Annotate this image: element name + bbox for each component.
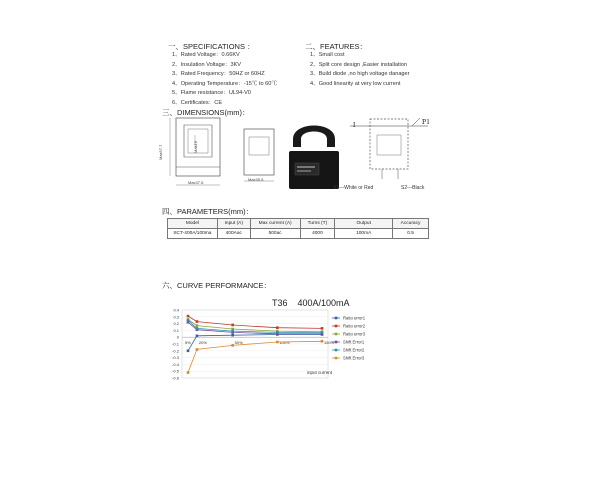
features-list: [310, 51, 410, 89]
legend-marker: [335, 333, 338, 336]
data-point: [231, 344, 234, 347]
s2-label: S2---Black: [401, 185, 425, 191]
table-cell: 100mA: [335, 229, 393, 239]
spec-item: 5、Flame resistance：UL94-V0: [172, 90, 251, 97]
y-tick-label: -0.6: [172, 375, 179, 381]
legend-marker: [335, 317, 338, 320]
s1-label: S1---White or Red: [333, 185, 374, 191]
data-point: [196, 324, 199, 327]
legend-marker: [335, 357, 338, 360]
y-tick-label: 0.4: [173, 307, 179, 313]
table-cell: SCT-400A/100ma: [168, 229, 218, 239]
data-point: [321, 340, 324, 343]
column-header: Input (A): [217, 219, 250, 229]
x-axis-label: input current: [307, 370, 333, 375]
column-header: Model: [168, 219, 218, 229]
column-header: Turns (T): [300, 219, 335, 229]
specifications-list: [172, 51, 277, 109]
curve-heading: 六、CURVE PERFORMANCE：: [162, 281, 272, 290]
wire-p1-label: P1: [422, 117, 430, 126]
parameters-heading: 四、PARAMETERS(mm)：: [162, 207, 254, 216]
y-tick-label: 0.2: [173, 321, 179, 327]
data-point: [187, 319, 190, 322]
data-point: [321, 331, 324, 334]
features-heading: 二、FEATURES：: [305, 42, 367, 51]
y-tick-label: -0.5: [172, 368, 179, 374]
specifications-heading: 一、SPECIFICATIONS ：: [168, 42, 255, 51]
spec-item: 2、Insulation Voltage：3KV: [172, 61, 242, 68]
data-point: [231, 334, 234, 337]
x-annotation: 5%: [185, 340, 191, 346]
legend-entry: Shift Error2: [343, 347, 365, 353]
spec-item: 1、Rated Voltage：0.66KV: [172, 52, 240, 58]
y-tick-label: 0.1: [173, 327, 179, 333]
inner-dimension-label: Max16: [193, 140, 198, 153]
data-point: [276, 331, 279, 334]
legend-marker: [335, 349, 338, 352]
legend-entry: Ratio error2: [343, 323, 366, 329]
table-cell: 4000: [300, 229, 335, 239]
data-point: [187, 371, 190, 374]
table-cell: 0.5: [393, 229, 429, 239]
data-point: [276, 341, 279, 344]
x-annotation: 150%: [324, 340, 335, 346]
spec-item: 4、Operating Temperature：-15℃ to 60℃: [172, 80, 277, 87]
column-header: Max current (A): [250, 219, 300, 229]
y-tick-label: -0.4: [172, 361, 179, 367]
legend-marker: [335, 325, 338, 328]
table-header-row: [168, 219, 429, 229]
side-width-label: Max35.5: [248, 177, 264, 182]
feature-item: 4、Good linearity at very low current: [310, 80, 401, 87]
legend-entry: Shift Error1: [343, 339, 365, 345]
feature-item: 3、Build diode ,no high voltage danager: [310, 71, 410, 78]
y-tick-label: 0: [176, 334, 179, 340]
spec-item: 6、Certificates：CE: [172, 99, 223, 106]
y-tick-label: -0.2: [172, 348, 179, 354]
column-header: Accuracy: [393, 219, 429, 229]
data-point: [196, 327, 199, 330]
data-point: [187, 315, 190, 318]
table-cell: 500ac: [250, 229, 300, 239]
spec-item: 3、Rated Frequency：50HZ or 60HZ: [172, 71, 265, 78]
data-point: [276, 326, 279, 329]
data-point: [196, 335, 199, 338]
parameters-table: [167, 218, 429, 239]
series-line: [188, 341, 322, 372]
x-annotation: 50%: [234, 340, 243, 346]
series-line: [188, 320, 322, 332]
data-point: [231, 324, 234, 327]
feature-item: 2、Split core design ,Easier installation: [310, 61, 408, 68]
y-tick-label: -0.3: [172, 355, 179, 361]
wire-left-label: I: [353, 121, 356, 129]
y-tick-label: 0.3: [173, 314, 179, 320]
legend-entry: Ratio error3: [343, 331, 366, 337]
x-annotation: 100%: [279, 340, 290, 346]
table-cell: 400Aac: [217, 229, 250, 239]
legend-marker: [335, 341, 338, 344]
wiring-drawing: [348, 113, 430, 183]
front-width-label: Max37.5: [188, 180, 204, 185]
legend-entry: Shift Error3: [343, 355, 365, 361]
data-point: [231, 330, 234, 333]
dimensions-heading: 三、DIMENSIONS(mm)：: [162, 108, 250, 117]
table-row: [168, 229, 429, 239]
curve-chart: [160, 292, 445, 397]
feature-item: 1、Small cost: [310, 52, 345, 58]
y-tick-label: -0.1: [172, 341, 179, 347]
data-point: [187, 350, 190, 353]
x-annotation: 20%: [198, 340, 207, 346]
product-photo: [283, 117, 345, 195]
column-header: Output: [335, 219, 393, 229]
chart-title: T36 400A/100mA: [272, 298, 350, 308]
front-height-label: Max57.7: [158, 144, 163, 160]
data-point: [196, 348, 199, 351]
data-point: [196, 320, 199, 323]
data-point: [321, 327, 324, 330]
legend-entry: Ratio error1: [343, 315, 366, 321]
